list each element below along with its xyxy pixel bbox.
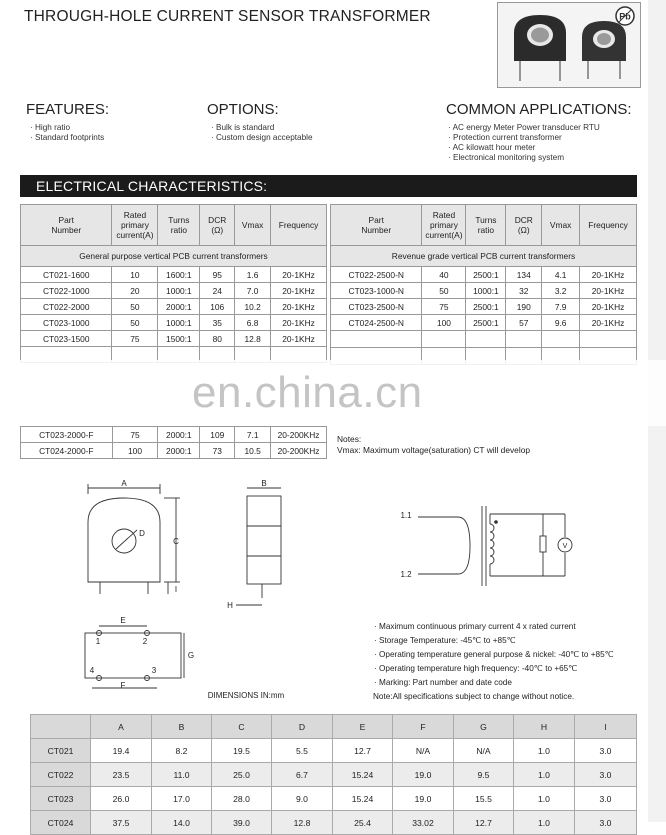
option-item: · Custom design acceptable <box>211 133 313 143</box>
watermark-band <box>0 360 666 426</box>
header-rated-current: Rated primary current(A) <box>422 205 466 246</box>
feature-item: · High ratio <box>30 123 104 133</box>
features-heading: FEATURES: <box>26 101 110 118</box>
group-label-revenue: Revenue grade vertical PCB current transformers <box>331 246 637 267</box>
application-item: · Protection current transformer <box>448 133 600 143</box>
table-row: CT023-1000 50 1000:1 35 6.8 20-1KHz <box>21 315 327 331</box>
front-view-hole <box>112 529 136 553</box>
electrical-table-hf <box>20 426 327 459</box>
side-view-body <box>247 496 281 584</box>
table-row: CT023-1000-N 50 1000:1 32 3.2 20-1KHz <box>331 283 637 299</box>
table-row: CT022-1000 20 1000:1 24 7.0 20-1KHz <box>21 283 327 299</box>
spec-list <box>374 620 614 690</box>
table-row-empty <box>331 331 637 348</box>
watermark-text: en.china.cn <box>192 368 423 417</box>
table-row: CT022-2000 50 2000:1 106 10.2 20-1KHz <box>21 299 327 315</box>
applications-heading: COMMON APPLICATIONS: <box>446 101 632 118</box>
header-vmax: Vmax <box>542 205 580 246</box>
spec-item: · Operating temperature general purpose & nickel: -40℃ to +85℃ <box>374 648 614 662</box>
table-row: CT023-1500 75 1500:1 80 12.8 20-1KHz <box>21 331 327 347</box>
notes <box>337 434 530 456</box>
header-dcr: DCR (Ω) <box>200 205 235 246</box>
burden-resistor <box>540 536 546 552</box>
header-turns-ratio: Turns ratio <box>466 205 506 246</box>
pb-badge: Pb <box>619 11 631 22</box>
spec-item: · Maximum continuous primary current 4 x rated current <box>374 620 614 634</box>
option-item: · Bulk is standard <box>211 123 313 133</box>
electrical-heading-bar <box>20 175 637 197</box>
dim-label-i: I <box>174 585 178 594</box>
front-view-body <box>88 498 160 582</box>
application-item: · AC kilowatt hour meter <box>448 143 600 153</box>
table-row: CT023-2500-N 75 2500:1 190 7.9 20-1KHz <box>331 299 637 315</box>
table-row: CT021-1600 10 1600:1 95 1.6 20-1KHz <box>21 267 327 283</box>
dimensions-label: DIMENSIONS IN:mm <box>207 691 285 700</box>
options-list <box>211 123 313 143</box>
header-frequency: Frequency <box>580 205 637 246</box>
spec-item: · Marking: Part number and date code <box>374 676 614 690</box>
pin-label-1: 1 <box>95 637 101 646</box>
voltmeter-label: V <box>562 543 568 550</box>
product-photo-drawing <box>498 3 640 87</box>
dim-label-d: D <box>139 529 145 538</box>
dim-label-f: F <box>120 681 126 690</box>
dimension-row: CT022 23.5 11.0 25.0 6.7 15.24 19.0 9.5 1.0 3.0 <box>31 763 637 787</box>
secondary-coil <box>490 524 494 564</box>
application-item: · Electronical monitoring system <box>448 153 600 163</box>
dim-label-e: E <box>120 616 126 625</box>
header-part-number: Part Number <box>21 205 112 246</box>
dim-label-h: H <box>227 601 233 610</box>
primary-loop <box>458 517 470 574</box>
notes-heading: Notes: <box>337 434 362 444</box>
spec-item: · Storage Temperature: -45℃ to +85℃ <box>374 634 614 648</box>
product-photo <box>497 2 641 88</box>
spec-note: Note:All specifications subject to change without notice. <box>373 692 575 701</box>
table-row: CT024-2000-F 100 2000:1 73 10.5 20-200KHz <box>21 443 327 459</box>
header-turns-ratio: Turns ratio <box>158 205 200 246</box>
header-rated-current: Rated primary current(A) <box>112 205 158 246</box>
table-header-row <box>331 205 637 246</box>
dim-label-g: G <box>187 651 195 660</box>
electrical-table-left <box>20 204 327 363</box>
dimension-row: CT024 37.5 14.0 39.0 12.8 25.4 33.02 12.7 1.0 3.0 <box>31 811 637 835</box>
options-heading: OPTIONS: <box>207 101 279 118</box>
header-part-number: Part Number <box>331 205 422 246</box>
notes-vmax: Vmax: Maximum voltage(saturation) CT will develop <box>337 445 531 455</box>
dimension-row: CT023 26.0 17.0 28.0 9.0 15.24 19.0 15.5 1.0 3.0 <box>31 787 637 811</box>
dim-label-b: B <box>261 479 267 488</box>
application-item: · AC energy Meter Power transducer RTU <box>448 123 600 133</box>
terminal-label-1-2: 1.2 <box>400 570 412 579</box>
dimension-row: CT021 19.4 8.2 19.5 5.5 12.7 N/A N/A 1.0 3.0 <box>31 739 637 763</box>
applications-list <box>448 123 600 163</box>
table-row: CT022-2500-N 40 2500:1 134 4.1 20-1KHz <box>331 267 637 283</box>
page-title: THROUGH-HOLE CURRENT SENSOR TRANSFORMER <box>24 8 431 25</box>
spec-item: · Operating temperature high frequency: -40℃ to +65℃ <box>374 662 614 676</box>
terminal-label-1-1: 1.1 <box>400 511 412 520</box>
pin-label-3: 3 <box>151 666 157 675</box>
table-row: CT024-2500-N 100 2500:1 57 9.6 20-1KHz <box>331 315 637 331</box>
electrical-heading: ELECTRICAL CHARACTERISTICS: <box>36 178 268 194</box>
header-vmax: Vmax <box>235 205 271 246</box>
table-header-row <box>21 205 327 246</box>
features-list <box>30 123 104 143</box>
table-row: CT023-2000-F 75 2000:1 109 7.1 20-200KHz <box>21 427 327 443</box>
dim-label-c: C <box>173 537 179 546</box>
group-label-general: General purpose vertical PCB current transformers <box>21 246 327 267</box>
feature-item: · Standard footprints <box>30 133 104 143</box>
dim-label-a: A <box>121 479 127 488</box>
header-frequency: Frequency <box>271 205 327 246</box>
dimension-header-row: A B C D E F G H I <box>31 715 637 739</box>
header-dcr: DCR (Ω) <box>506 205 542 246</box>
pin-label-4: 4 <box>89 666 95 675</box>
electrical-table-right <box>330 204 637 365</box>
pin-label-2: 2 <box>142 637 148 646</box>
dimension-table <box>30 714 637 835</box>
